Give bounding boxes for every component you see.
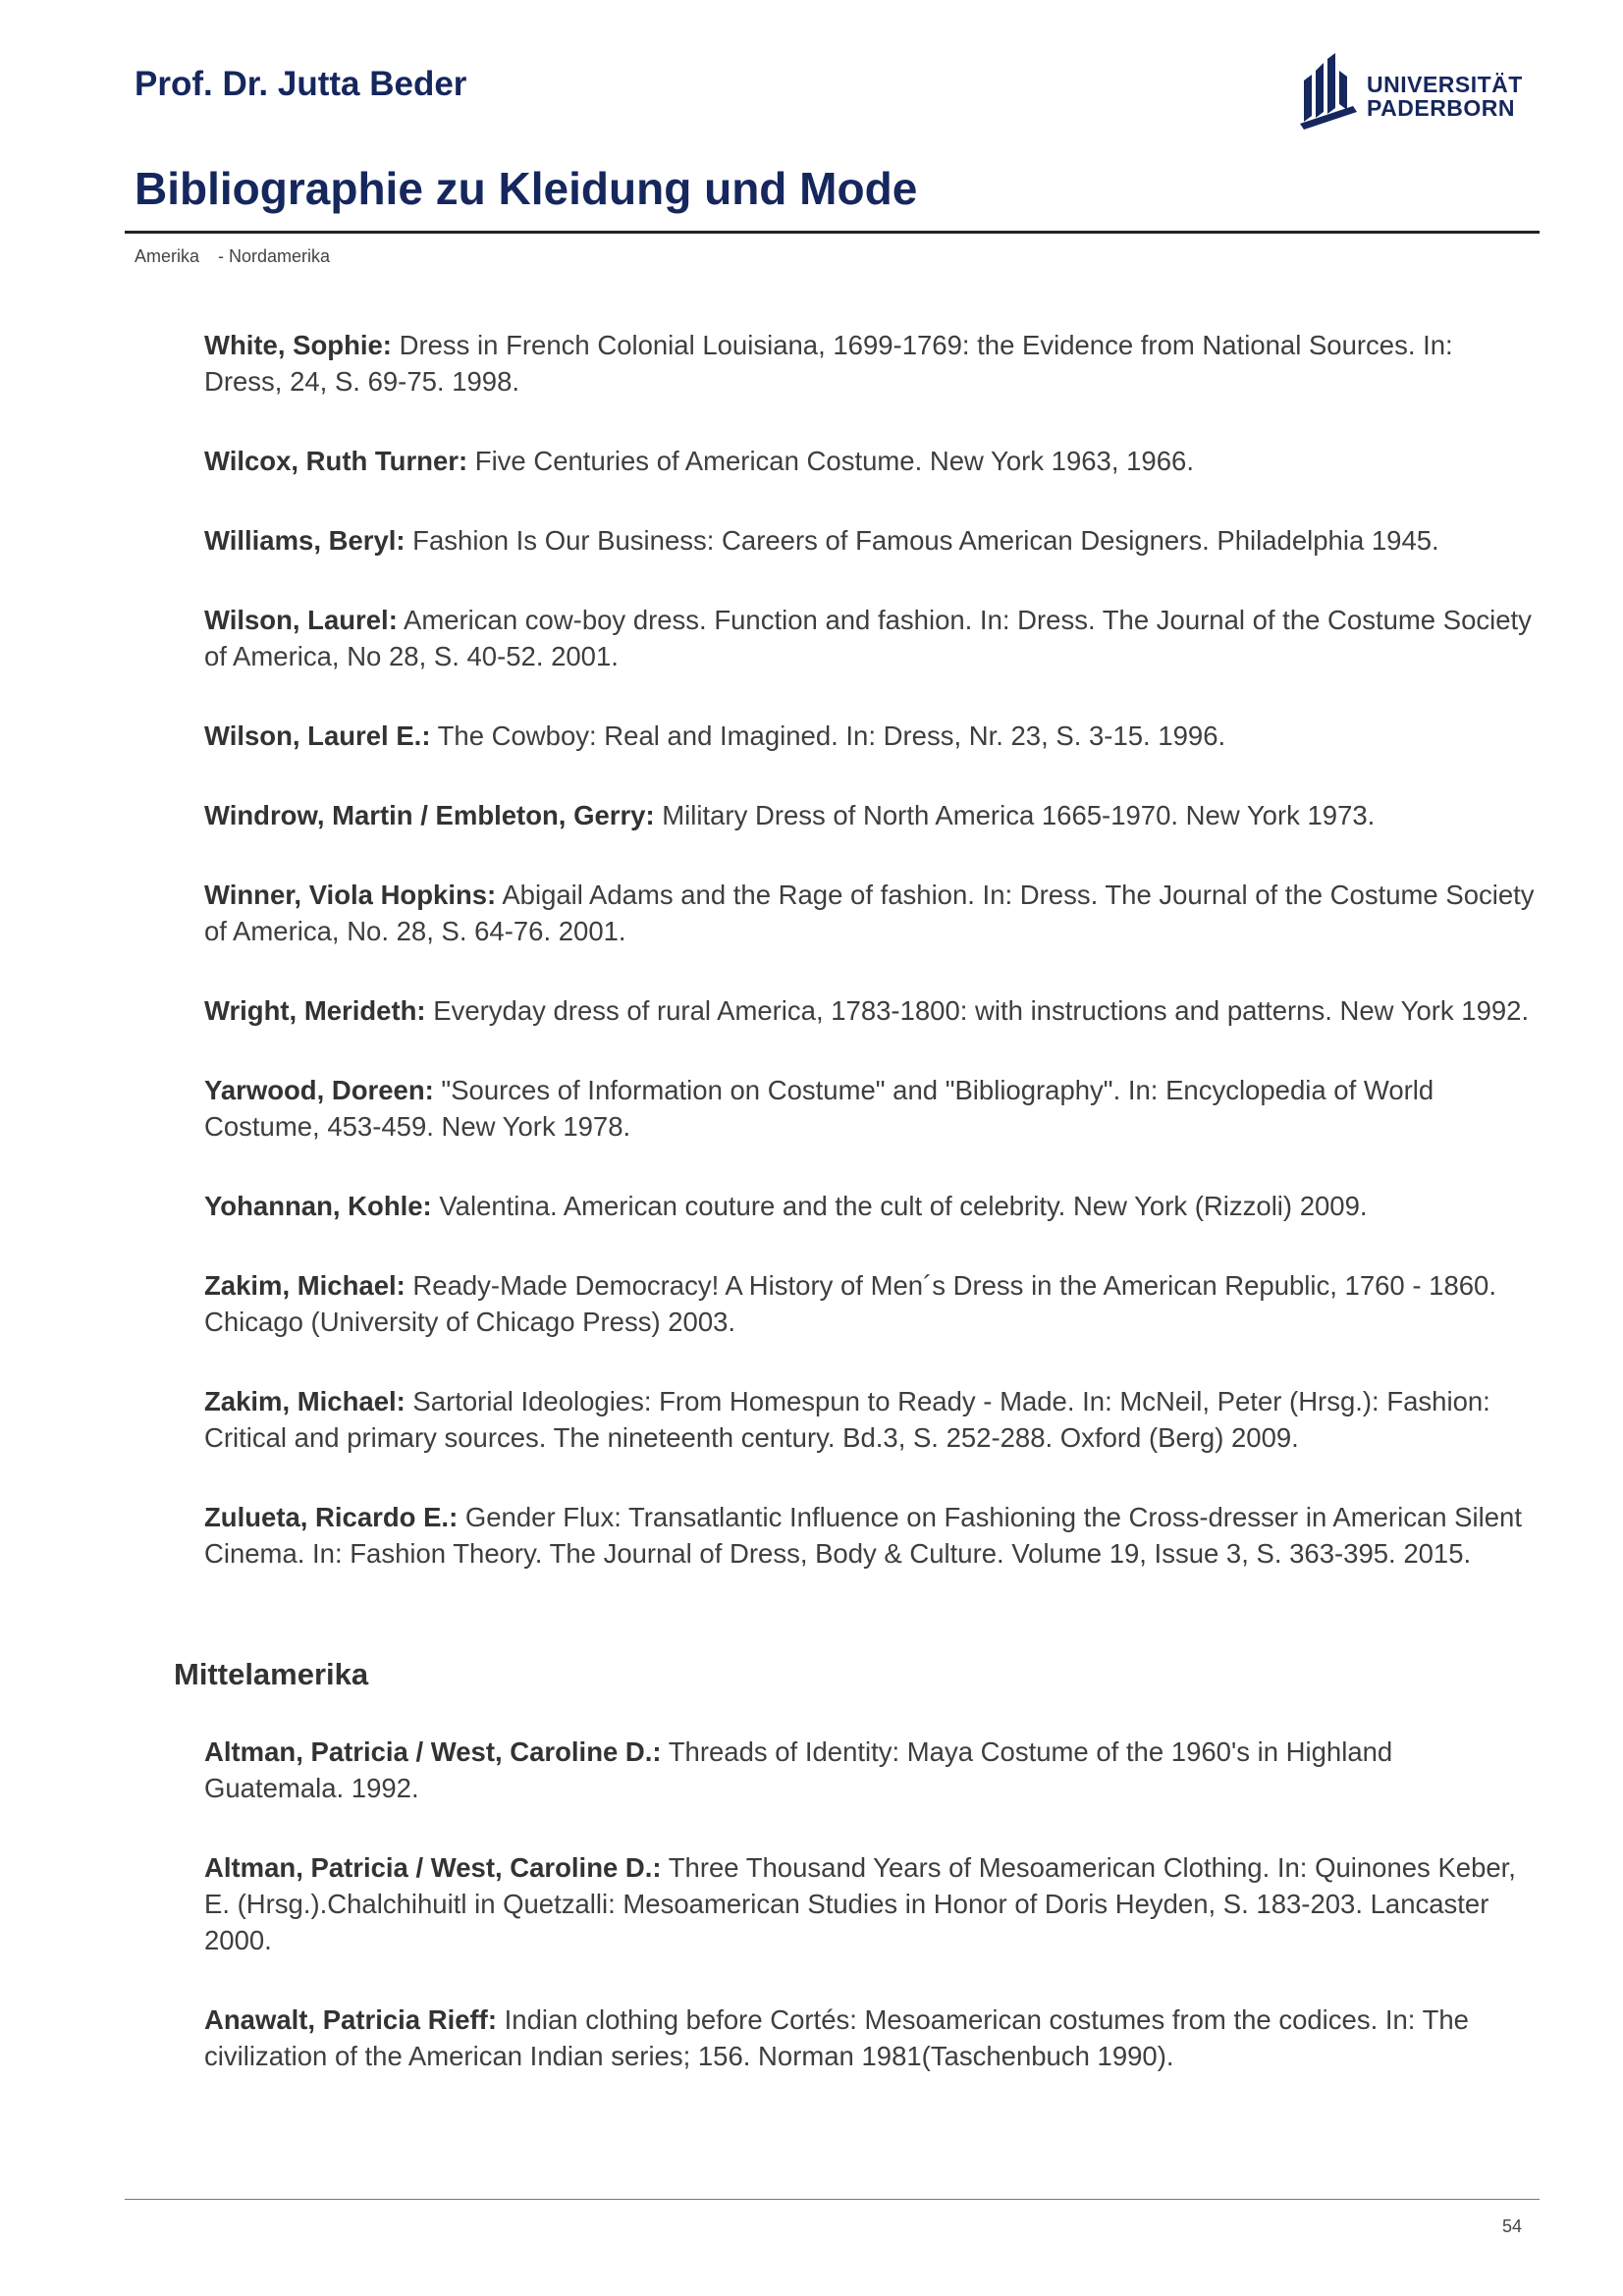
university-logo-icon — [1298, 51, 1363, 130]
entry-author: Winner, Viola Hopkins: — [204, 880, 497, 910]
breadcrumb-item-nordamerika: - Nordamerika — [218, 246, 331, 266]
section-heading-mittelamerika: Mittelamerika — [174, 1657, 369, 1691]
entry-author: Altman, Patricia / West, Caroline D.: — [204, 1852, 662, 1883]
entry-text: Dress in French Colonial Louisiana, 1699-1769: the Evidence from National Sources. In: Dress, 24, S. 69-75. 1998. — [204, 330, 1453, 397]
list-item — [204, 1383, 1535, 1456]
entry-author: Zakim, Michael: — [204, 1386, 406, 1416]
university-logo — [1298, 51, 1524, 132]
list-item — [204, 1734, 1535, 1806]
entry-text: Fashion Is Our Business: Careers of Famous American Designers. Philadelphia 1945. — [405, 525, 1439, 556]
entry-author: Wilcox, Ruth Turner: — [204, 446, 468, 476]
list-item — [204, 877, 1535, 949]
breadcrumb — [135, 246, 330, 267]
breadcrumb-item-amerika: Amerika — [135, 246, 200, 266]
header-divider — [125, 231, 1540, 234]
entry-author: Wright, Merideth: — [204, 995, 426, 1026]
entry-text: Indian clothing before Cortés: Mesoamerican costumes from the codices. In: The civilization of the American Indian series; 156. Norman 1981(Taschenbuch 1990). — [204, 2004, 1469, 2071]
entry-author: Wilson, Laurel E.: — [204, 721, 431, 751]
entry-text: Ready-Made Democracy! A History of Men´s Dress in the American Republic, 1760 - 1860. Chicago (University of Chicago Press) 2003. — [204, 1270, 1496, 1337]
list-item — [204, 602, 1535, 674]
entry-text: Gender Flux: Transatlantic Influence on Fashioning the Cross-dresser in American Silent Cinema. In: Fashion Theory. The Journal of Dress, Body & Culture. Volume 19, Issue 3, S. 363-395. 2015. — [204, 1502, 1522, 1569]
entry-text: Abigail Adams and the Rage of fashion. In: Dress. The Journal of the Costume Society of America, No. 28, S. 64-76. 2001. — [204, 880, 1535, 946]
entry-author: Williams, Beryl: — [204, 525, 406, 556]
list-item — [204, 1267, 1535, 1340]
entry-text: Threads of Identity: Maya Costume of the 1960's in Highland Guatemala. 1992. — [204, 1736, 1393, 1803]
list-item — [204, 797, 1535, 833]
entry-author: Altman, Patricia / West, Caroline D.: — [204, 1736, 662, 1767]
entry-text: The Cowboy: Real and Imagined. In: Dress, Nr. 23, S. 3-15. 1996. — [430, 721, 1226, 751]
entry-author: Windrow, Martin / Embleton, Gerry: — [204, 800, 655, 830]
logo-text-line1: UNIVERSITÄT — [1367, 72, 1523, 97]
page-number: 54 — [1502, 2216, 1523, 2236]
list-item — [204, 2002, 1535, 2074]
list-item — [204, 992, 1535, 1029]
list-item — [204, 718, 1535, 754]
entry-text: Sartorial Ideologies: From Homespun to Ready - Made. In: McNeil, Peter (Hrsg.): Fashion: Critical and primary sources. The nineteenth century. Bd.3, S. 252-288. Oxford (Berg) 2009. — [204, 1386, 1490, 1453]
entry-text: Military Dress of North America 1665-1970. New York 1973. — [654, 800, 1376, 830]
entry-text: "Sources of Information on Costume" and "Bibliography". In: Encyclopedia of World Costume, 453-459. New York 1978. — [204, 1075, 1434, 1142]
list-item — [204, 1072, 1535, 1145]
entry-text: Valentina. American couture and the cult of celebrity. New York (Rizzoli) 2009. — [431, 1191, 1368, 1221]
entry-text: Five Centuries of American Costume. New York 1963, 1966. — [467, 446, 1194, 476]
author-name: Prof. Dr. Jutta Beder — [135, 65, 467, 103]
page-title: Bibliographie zu Kleidung und Mode — [135, 163, 918, 214]
footer-divider — [125, 2199, 1540, 2200]
list-item — [204, 1499, 1535, 1572]
bibliography-list — [204, 327, 1535, 1615]
entry-text: American cow-boy dress. Function and fashion. In: Dress. The Journal of the Costume Society of America, No 28, S. 40-52. 2001. — [204, 605, 1532, 671]
entry-author: Yohannan, Kohle: — [204, 1191, 432, 1221]
entry-author: Wilson, Laurel: — [204, 605, 398, 635]
entry-text: Everyday dress of rural America, 1783-1800: with instructions and patterns. New York 1992. — [425, 995, 1530, 1026]
entry-author: Anawalt, Patricia Rieff: — [204, 2004, 497, 2035]
entry-author: Zulueta, Ricardo E.: — [204, 1502, 459, 1532]
list-item — [204, 327, 1535, 400]
entry-text: Three Thousand Years of Mesoamerican Clothing. In: Quinones Keber, E. (Hrsg.).Chalchihuitl in Quetzalli: Mesoamerican Studies in Honor of Doris Heyden, S. 183-203. Lancaster 2000. — [204, 1852, 1516, 1955]
logo-text-line2: PADERBORN — [1367, 95, 1516, 121]
list-item — [204, 1849, 1535, 1958]
list-item — [204, 1188, 1535, 1224]
entry-author: Zakim, Michael: — [204, 1270, 406, 1301]
bibliography-list-mittelamerika — [204, 1734, 1535, 2117]
list-item — [204, 522, 1535, 559]
list-item — [204, 443, 1535, 479]
entry-author: White, Sophie: — [204, 330, 392, 360]
entry-author: Yarwood, Doreen: — [204, 1075, 434, 1105]
